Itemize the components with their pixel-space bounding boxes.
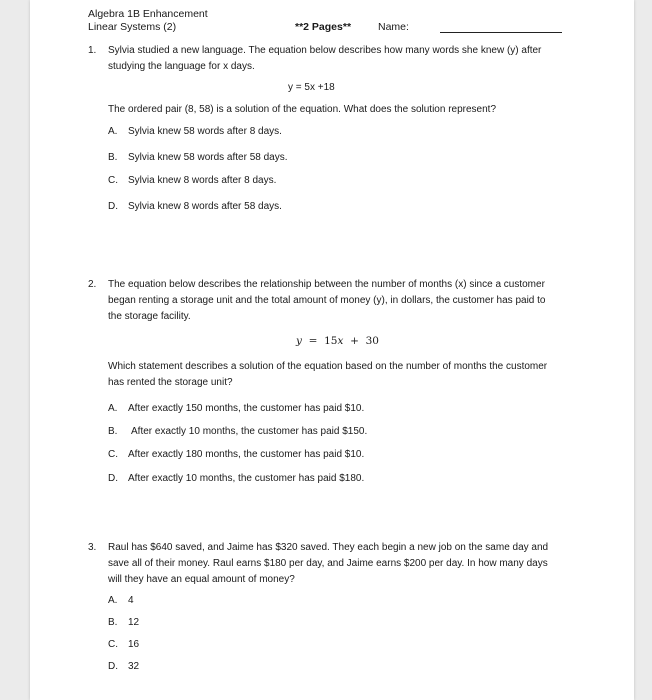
name-blank-line <box>440 32 562 33</box>
q1-choice-d[interactable]: D. Sylvia knew 8 words after 58 days. <box>108 201 282 212</box>
worksheet-page <box>30 0 634 700</box>
question-1-number: 1. <box>88 45 97 56</box>
q3-choice-d[interactable]: D. 32 <box>108 661 140 672</box>
q1-choice-c[interactable]: C. Sylvia knew 8 words after 8 days. <box>108 175 277 186</box>
unit-title: Linear Systems (2) <box>88 21 177 33</box>
question-1-stem-line-2: studying the language for x days. <box>108 61 255 72</box>
question-1-prompt: The ordered pair (8, 58) is a solution of the equation. What does the solution represent? <box>108 104 497 115</box>
q2-choice-d[interactable]: D. After exactly 10 months, the customer has paid $180. <box>108 473 365 484</box>
q2-choice-a[interactable]: A. After exactly 150 months, the customer has paid $10. <box>108 403 365 414</box>
q1-choice-b[interactable]: B. Sylvia knew 58 words after 58 days. <box>108 152 288 163</box>
q1-choice-a[interactable]: A. Sylvia knew 58 words after 8 days. <box>108 126 282 137</box>
q2-choice-b[interactable]: B. After exactly 10 months, the customer has paid $150. <box>108 426 368 437</box>
question-3-stem-line-1: Raul has $640 saved, and Jaime has $320 saved. They each begin a new job on the same day and <box>108 542 549 553</box>
q3-choice-a[interactable]: A. 4 <box>108 595 134 606</box>
course-title: Algebra 1B Enhancement <box>88 8 208 20</box>
question-3-stem-line-3: will they have an equal amount of money? <box>108 574 295 585</box>
q3-choice-c[interactable]: C. 16 <box>108 639 140 650</box>
q3-choice-b[interactable]: B. 12 <box>108 617 140 628</box>
question-1-stem-line-1: Sylvia studied a new language. The equation below describes how many words she knew (y) after <box>108 45 542 56</box>
q2-choice-c[interactable]: C. After exactly 180 months, the customer has paid $10. <box>108 449 365 460</box>
question-1-equation: y = 5x +18 <box>288 82 335 93</box>
question-2-stem-line-3: the storage facility. <box>108 311 191 322</box>
page-count: **2 Pages** <box>295 21 352 33</box>
question-2-equation: y = 15x + 30 <box>296 335 379 347</box>
question-2-stem-line-2: began renting a storage unit and the total amount of money (y), in dollars, the customer has paid to <box>108 295 546 306</box>
question-3-stem-line-2: save all of their money. Raul earns $180 per day, and Jaime earns $200 per day. In how many days <box>108 558 548 569</box>
name-label: Name: <box>378 21 409 33</box>
question-2-prompt-line-2: has rented the storage unit? <box>108 377 233 388</box>
question-3-number: 3. <box>88 542 97 553</box>
question-2-number: 2. <box>88 279 97 290</box>
question-2-stem-line-1: The equation below describes the relationship between the number of months (x) since a customer <box>108 279 545 290</box>
question-2-prompt-line-1: Which statement describes a solution of the equation based on the number of months the customer <box>108 361 548 372</box>
